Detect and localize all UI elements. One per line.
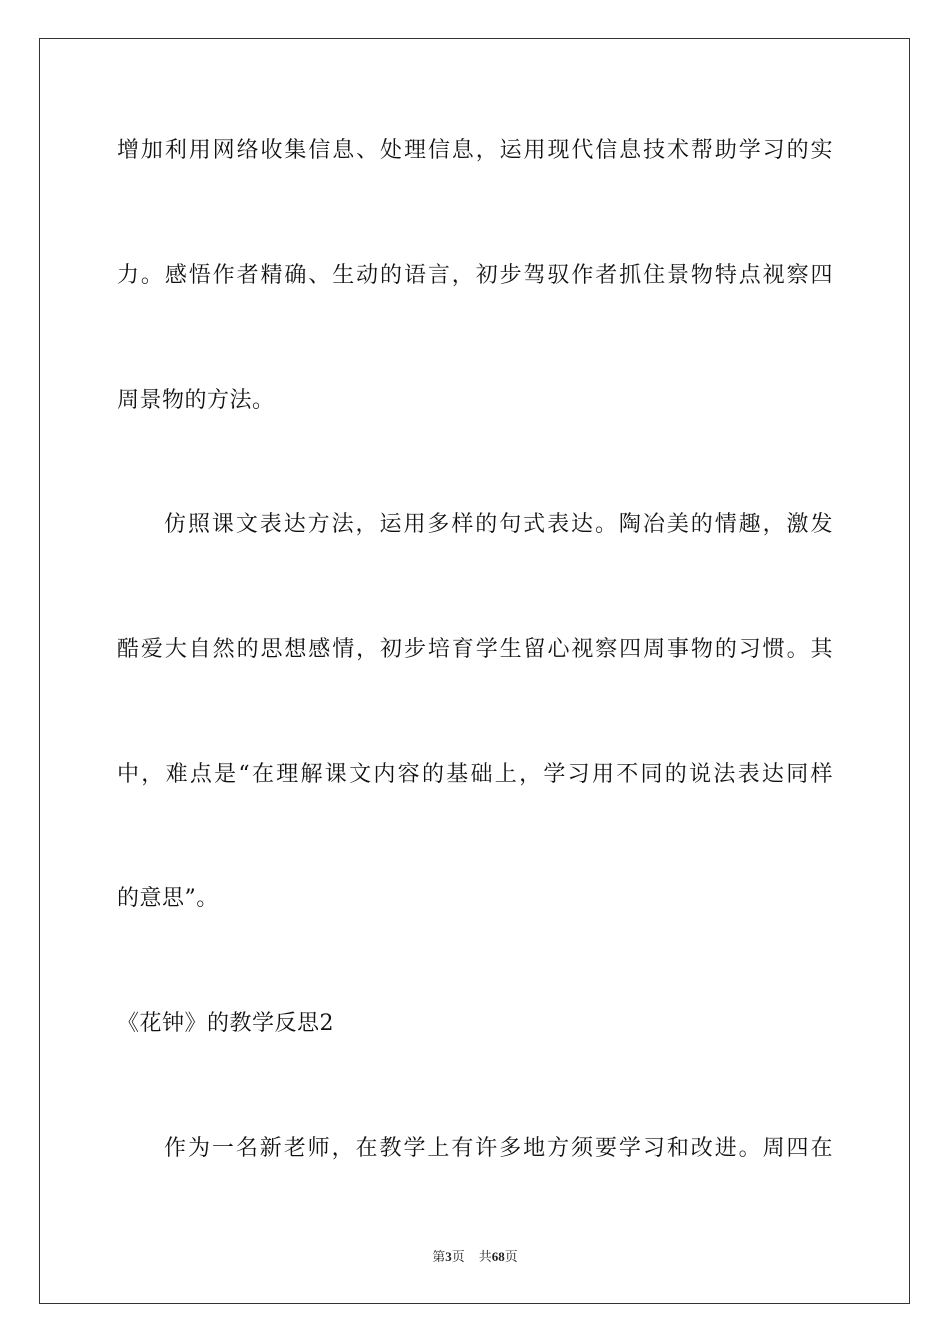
paragraph-line-4: 仿照课文表达方法，运用多样的句式表达。陶冶美的情趣，激发 bbox=[164, 512, 833, 537]
section-heading: 《花钟》的教学反思2 bbox=[117, 1011, 334, 1036]
paragraph-line-1: 增加利用网络收集信息、处理信息，运用现代信息技术帮助学习的实 bbox=[117, 138, 833, 163]
page-footer bbox=[0, 1248, 950, 1266]
paragraph-line-5: 酷爱大自然的思想感情，初步培育学生留心视察四周事物的习惯。其 bbox=[117, 637, 833, 662]
page-suffix: 页 bbox=[451, 1249, 465, 1264]
page-prefix: 第 bbox=[432, 1249, 446, 1264]
paragraph-line-6: 中，难点是“在理解课文内容的基础上，学习用不同的说法表达同样 bbox=[117, 762, 833, 787]
paragraph-line-9: 作为一名新老师，在教学上有许多地方须要学习和改进。周四在 bbox=[164, 1136, 833, 1161]
page-border bbox=[39, 38, 910, 1304]
paragraph-line-2: 力。感悟作者精确、生动的语言，初步驾驭作者抓住景物特点视察四 bbox=[117, 263, 833, 288]
total-prefix: 共 bbox=[478, 1249, 492, 1264]
page-number: 3 bbox=[445, 1249, 452, 1264]
paragraph-line-3: 周景物的方法。 bbox=[117, 388, 275, 413]
total-suffix: 页 bbox=[504, 1249, 518, 1264]
paragraph-line-7: 的意思”。 bbox=[117, 886, 219, 911]
total-pages: 68 bbox=[491, 1249, 505, 1264]
